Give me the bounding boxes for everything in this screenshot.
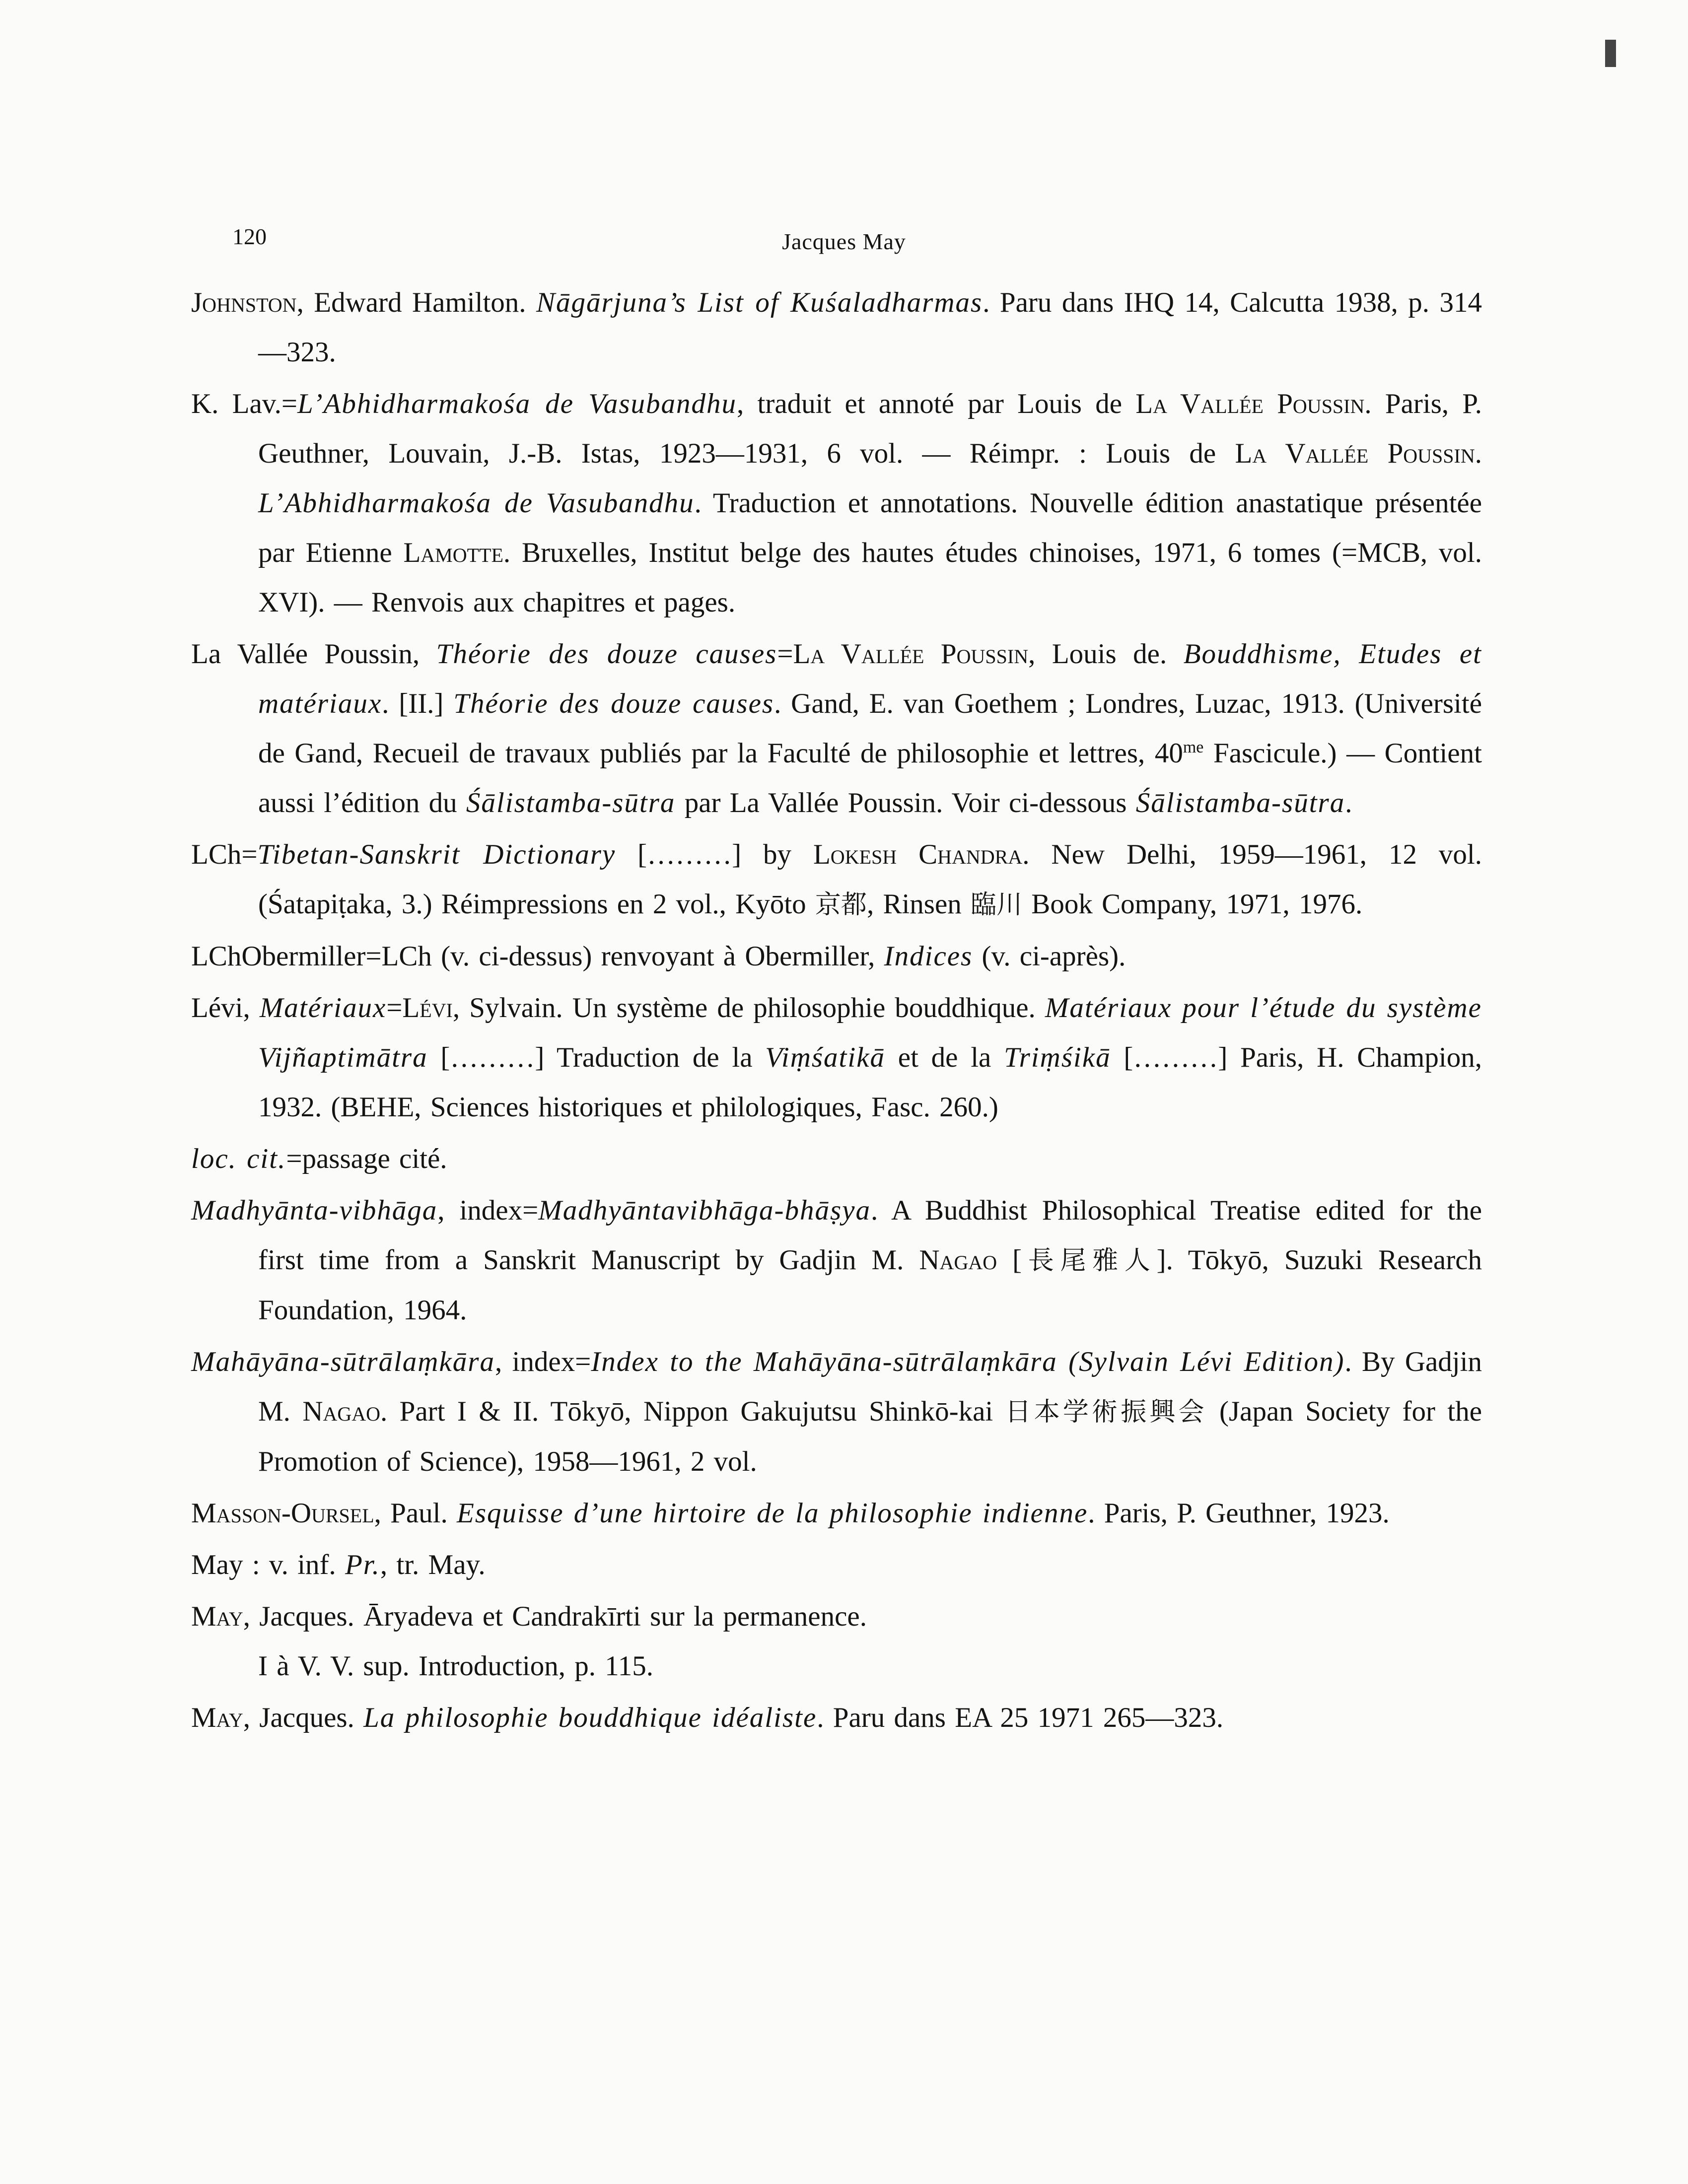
work-title: Nāgārjuna’s List of Kuśaladharmas <box>536 287 983 318</box>
author-name: Nagao <box>302 1396 381 1427</box>
entry-text: = <box>777 638 793 670</box>
entry-text: par La Vallée Poussin. Voir ci-dessous <box>675 787 1136 819</box>
entry-text: , traduit et annoté par Louis de <box>737 388 1136 419</box>
bib-entry-masson-oursel <box>191 1489 1482 1538</box>
entry-text: . <box>1475 438 1482 469</box>
bib-entry-may-ref <box>191 1540 1482 1590</box>
author-name: La Vallée Poussin <box>1235 438 1475 469</box>
abbreviation: Pr. <box>345 1549 380 1580</box>
superscript: me <box>1183 738 1204 756</box>
entry-text: . Paru dans IHQ 14, Calcutta 1938, p. 314—323. <box>258 287 1482 368</box>
bib-entry-may-philosophie <box>191 1693 1482 1743</box>
author-name: Johnston <box>191 287 297 318</box>
cjk-text: 京都 <box>815 890 867 920</box>
work-title: Théorie des douze causes <box>436 638 777 670</box>
abbreviation: La Vallée Poussin, <box>191 638 436 670</box>
work-title: Triṃśikā <box>1004 1042 1111 1073</box>
author-name: May <box>191 1601 243 1632</box>
entry-text: , Louis de. <box>1028 638 1184 670</box>
bib-entry-la-vallee-poussin <box>191 629 1482 828</box>
bib-entry-levi <box>191 983 1482 1132</box>
work-title: Esquisse d’une hirtoire de la philosophie indienne <box>457 1498 1088 1529</box>
entry-text: , Sylvain. Un système de philosophie bouddhique. <box>452 992 1045 1024</box>
bib-entry-lch <box>191 830 1482 930</box>
entry-text: . Paris, P. Geuthner, 1923. <box>1088 1498 1390 1529</box>
author-name: La Vallée Poussin <box>1135 388 1365 419</box>
entry-text: [………] Traduction de la <box>427 1042 766 1073</box>
bib-entry-lch-obermiller <box>191 932 1482 981</box>
work-title: Indices <box>884 941 973 972</box>
work-title: Mahāyāna-sūtrālaṃkāra <box>191 1346 495 1377</box>
work-title: Viṃśatikā <box>765 1042 886 1073</box>
work-title: Madhyāntavibhāga-bhāṣya <box>538 1195 871 1226</box>
entry-text: , index= <box>494 1346 591 1377</box>
entry-text: [………] by <box>616 839 813 870</box>
entry-text: Book Company, 1971, 1976. <box>1022 888 1363 920</box>
entry-text: , Rinsen <box>866 888 971 920</box>
abbreviation: loc. cit. <box>191 1143 286 1174</box>
entry-text: . By Gadjin M. <box>258 1346 1482 1427</box>
work-title: Tibetan-Sanskrit Dictionary <box>257 839 616 870</box>
entry-text: , Paul. <box>374 1498 457 1529</box>
bib-entry-madhyanta-vibhaga <box>191 1186 1482 1335</box>
author-name: La Vallée Poussin <box>793 638 1029 670</box>
entry-text: , index= <box>437 1195 539 1226</box>
entry-text: Fascicule.) — Contient aussi l’édition du <box>258 738 1482 819</box>
entry-text: . Part I & II. Tōkyō, Nippon Gakujutsu Shinkō-kai <box>380 1396 1005 1427</box>
scan-speck <box>1605 40 1616 67</box>
abbreviation: LCh= <box>191 839 258 870</box>
page-number: 120 <box>232 224 267 249</box>
entry-text: I à V. V. sup. Introduction, p. 115. <box>258 1650 653 1682</box>
work-title: La philosophie bouddhique idéaliste <box>363 1702 817 1733</box>
entry-text: . Gand, E. van Goethem ; Londres, Luzac, 1913. (Université de Gand, Recueil de travaux publiés par la Faculté de philosophie et lettres, 40 <box>258 688 1482 769</box>
entry-text: , Edward Hamilton. <box>296 287 537 318</box>
work-title: Śālistamba-sūtra <box>1135 787 1345 819</box>
work-title: Index to the Mahāyāna-sūtrālaṃkāra (Sylvain Lévi Edition) <box>591 1346 1345 1377</box>
abbreviation: Lévi, <box>191 992 260 1024</box>
author-name: Lokesh Chandra <box>813 839 1023 870</box>
work-title: Śālistamba-sūtra <box>466 787 676 819</box>
entry-text: . New Delhi, 1959—1961, 12 vol. (Śatapiṭaka, 3.) Réimpressions en 2 vol., Kyōto <box>258 839 1482 920</box>
work-title: L’Abhidharmakośa de Vasubandhu <box>258 487 695 519</box>
work-title: Bouddhisme, Etudes et matériaux <box>258 638 1482 719</box>
entry-text: . Paru dans EA 25 1971 265—323. <box>817 1702 1224 1733</box>
entry-text: (Japan Society for the Promotion of Science), 1958—1961, 2 vol. <box>258 1396 1482 1477</box>
work-title: Matériaux <box>259 992 387 1024</box>
page-header <box>0 223 1688 263</box>
work-title: L’Abhidharmakośa de Vasubandhu <box>297 388 737 419</box>
author-name: Masson-Oursel <box>191 1498 374 1529</box>
bib-entry-may-aryadeva <box>191 1592 1482 1691</box>
entry-text: , tr. May. <box>380 1549 486 1580</box>
entry-text: . Bruxelles, Institut belge des hautes études chinoises, 1971, 6 tomes (=MCB, vol. XVI). — Renvois aux chapitres et pages. <box>258 537 1482 618</box>
entry-text: =passage cité. <box>286 1143 447 1174</box>
running-head: Jacques May <box>782 229 906 254</box>
entry-text: (v. ci-après). <box>973 941 1126 972</box>
work-title: Matériaux pour l’étude du système Vijñaptimātra <box>258 992 1482 1073</box>
bib-entry-mahayana-sutralamkara <box>191 1337 1482 1487</box>
author-name: Lamotte <box>403 537 503 568</box>
author-name: May <box>191 1702 243 1733</box>
bibliography-list <box>191 278 1482 1743</box>
entry-text: LChObermiller=LCh (v. ci-dessus) renvoyant à Obermiller, <box>191 941 884 972</box>
abbreviation: K. Lav.= <box>191 388 297 419</box>
entry-text: . A Buddhist Philosophical Treatise edited for the first time from a Sanskrit Manuscript by Gadjin M. <box>258 1195 1482 1276</box>
entry-text: . <box>1345 787 1352 819</box>
work-title: Théorie des douze causes <box>453 688 774 719</box>
bib-entry-k-lav <box>191 379 1482 627</box>
entry-text: et de la <box>885 1042 1004 1073</box>
cjk-text: 長尾雅人 <box>1022 1246 1157 1276</box>
entry-text: . [II.] <box>382 688 454 719</box>
author-name: Lévi <box>402 992 453 1024</box>
entry-text: , Jacques. Āryadeva et Candrakīrti sur la permanence. <box>243 1601 867 1632</box>
entry-text: May : v. inf. <box>191 1549 345 1580</box>
entry-text: ]. Tōkyō, Suzuki Research Foundation, 1964. <box>258 1244 1482 1326</box>
entry-text: = <box>386 992 403 1024</box>
work-title: Madhyānta-vibhāga <box>191 1195 438 1226</box>
entry-text: . Traduction et annotations. Nouvelle édition anastatique présentée par Etienne <box>258 487 1482 568</box>
entry-text: . Paris, P. Geuthner, Louvain, J.-B. Istas, 1923—1931, 6 vol. — Réimpr. : Louis de <box>258 388 1482 469</box>
entry-text: , Jacques. <box>243 1702 364 1733</box>
cjk-text: 臨川 <box>971 890 1023 920</box>
entry-text: [ <box>997 1244 1022 1276</box>
author-name: Nagao <box>919 1244 997 1276</box>
bib-entry-johnston <box>191 278 1482 377</box>
entry-text: [………] Paris, H. Champion, 1932. (BEHE, Sciences historiques et philologiques, Fasc. 260.) <box>258 1042 1482 1123</box>
bib-entry-loc-cit <box>191 1134 1482 1184</box>
cjk-text: 日本学術振興会 <box>1005 1397 1207 1427</box>
